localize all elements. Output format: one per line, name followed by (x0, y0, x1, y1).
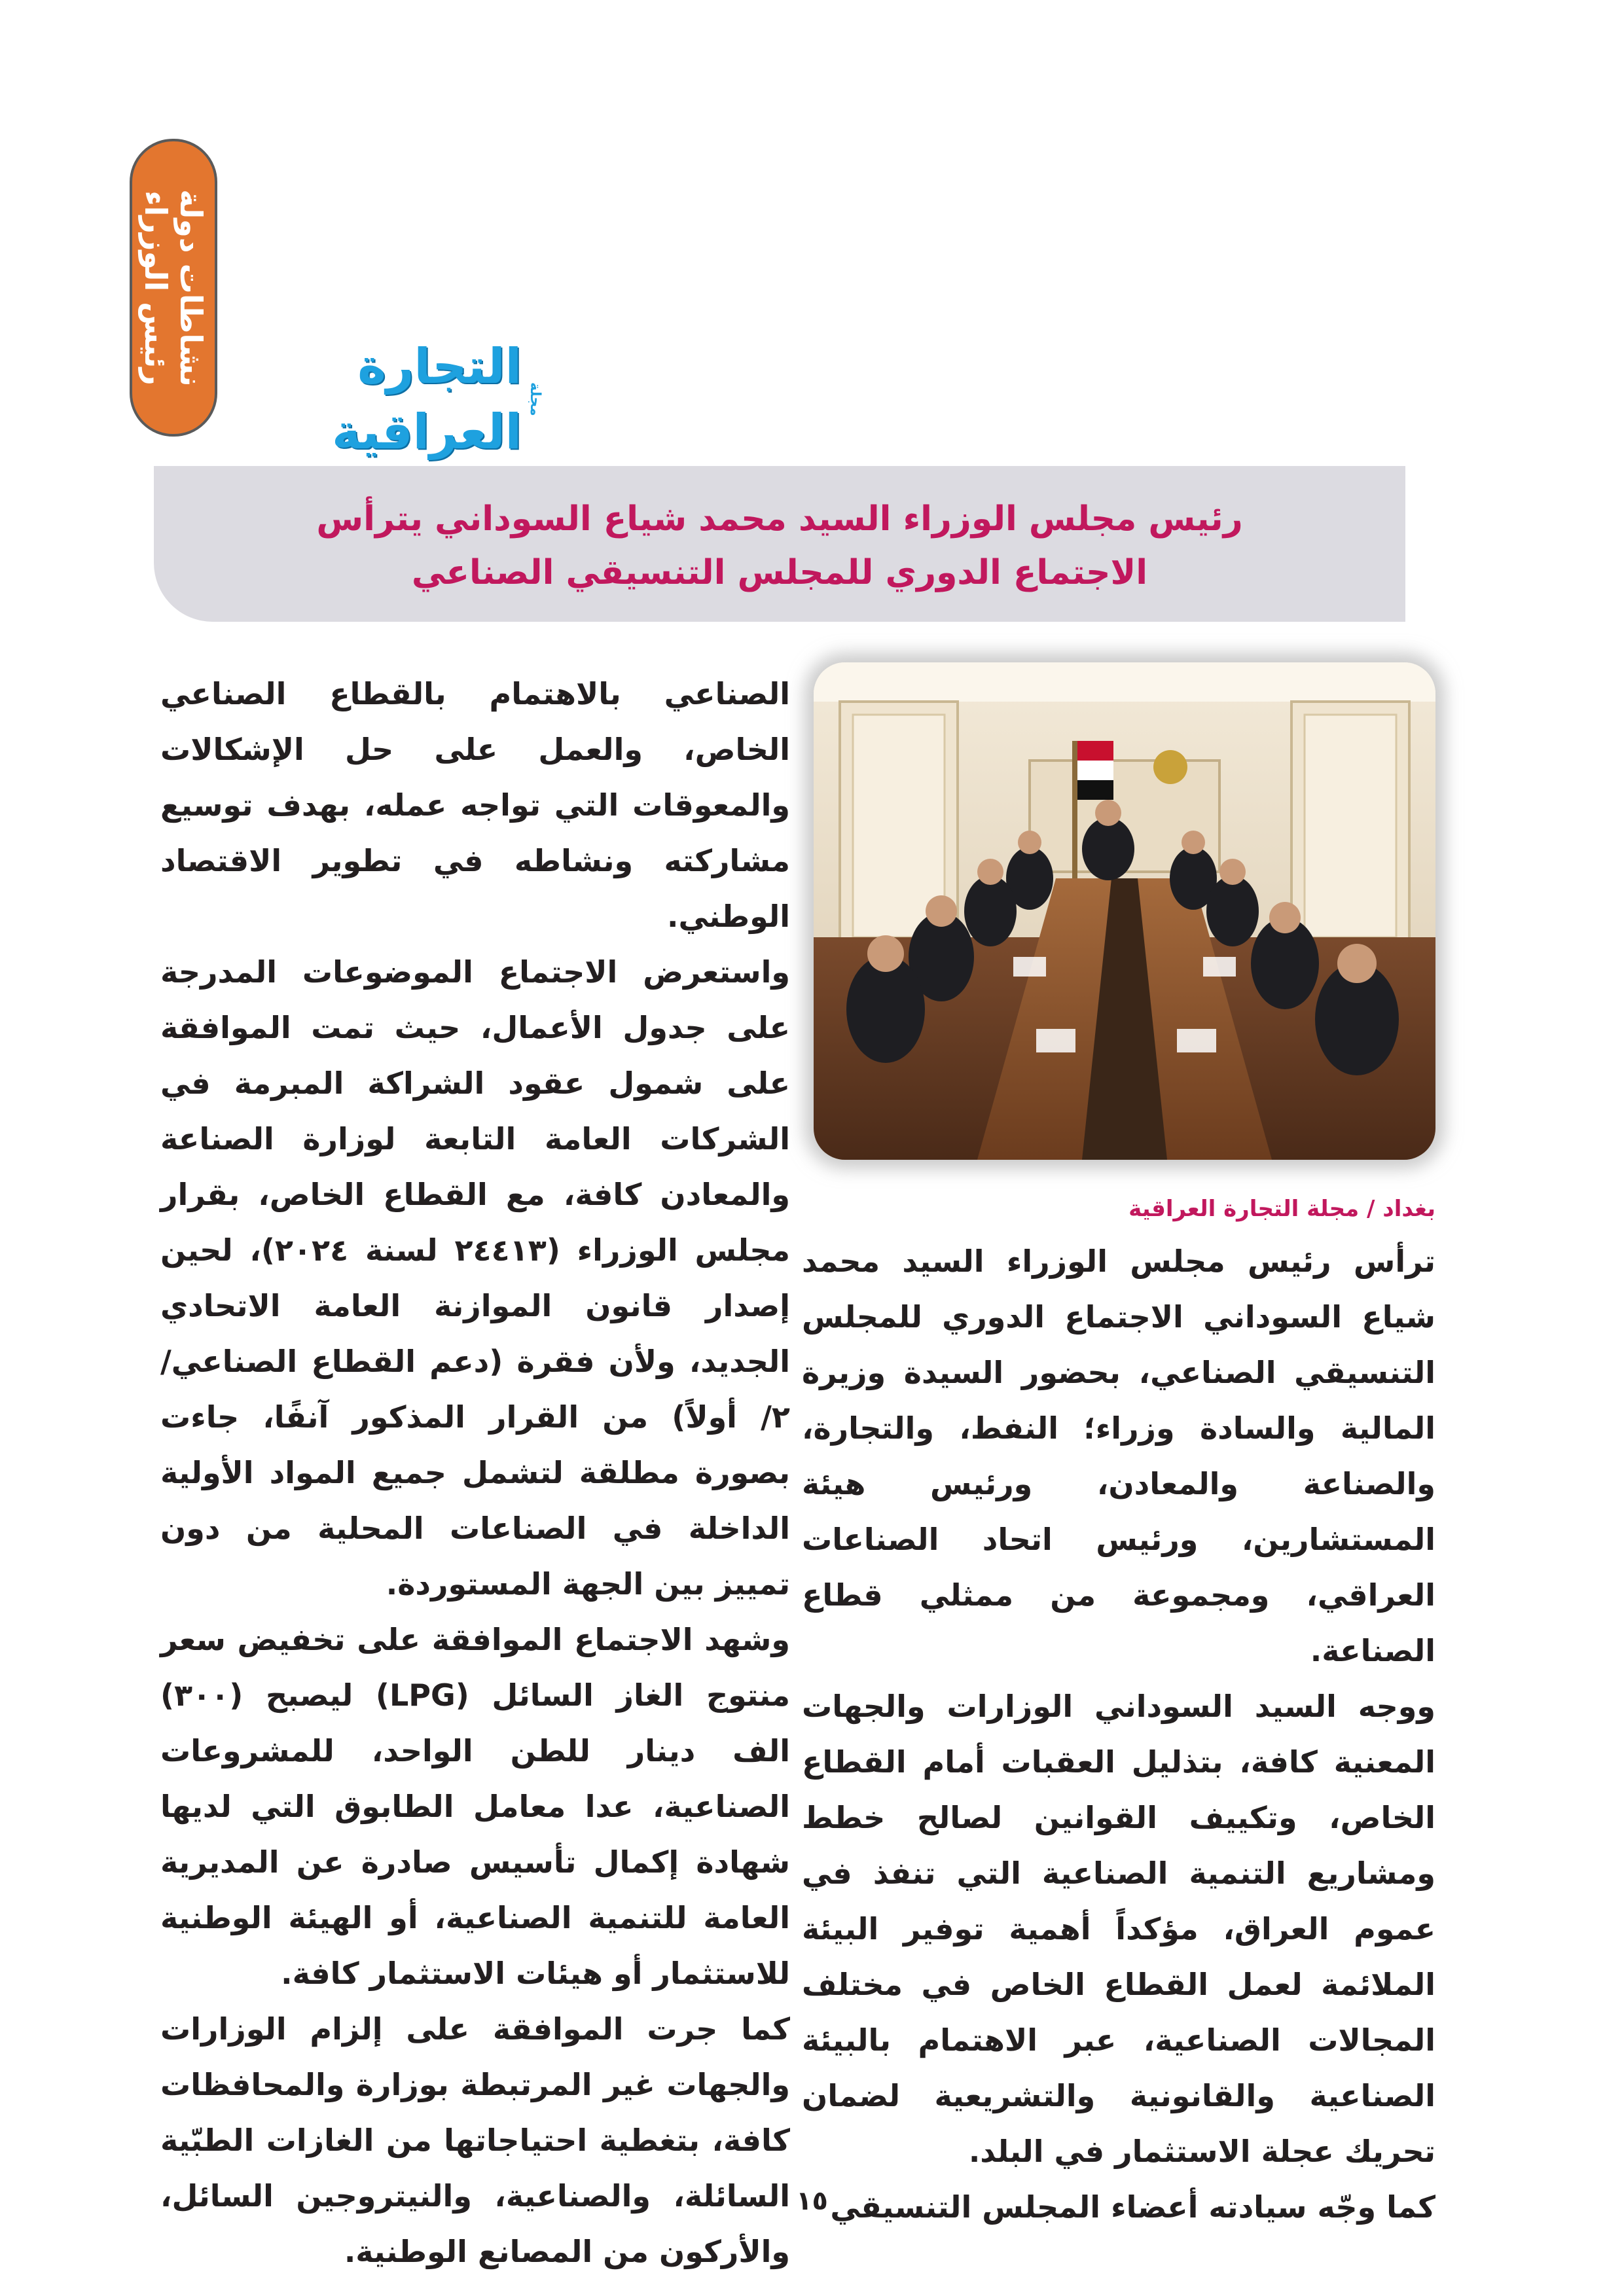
section-tab (130, 139, 217, 437)
article-paragraph: ترأس رئيس مجلس الوزراء السيد محمد شياع السوداني الاجتماع الدوري للمجلس التنسيقي الصناعي، بحضور السيدة وزيرة المالية والسادة وزراء؛ النفط، والتجارة، والصناعة والمعادن، ورئيس هيئة المستشارين، ورئيس اتحاد الصناعات العراقي، ومجموعة من ممثلي قطاع الصناعة. (802, 1244, 1435, 1668)
article-column-left (160, 666, 790, 2280)
logo-name: التجارة العراقية (332, 338, 522, 460)
article-paragraph: وشهد الاجتماع الموافقة على تخفيض سعر منتوج الغاز السائل (LPG) ليصبح (٣٠٠) الف دينار للطن الواحد، للمشروعات الصناعية، عدا معامل الطابوق التي لديها شهادة إكمال تأسيس صادرة عن المديرية العامة للتنمية الصناعية، أو الهيئة الوطنية للاستثمار أو هيئات الاستثمار كافة. (160, 1622, 790, 1991)
article-paragraph: واستعرض الاجتماع الموضوعات المدرجة على جدول الأعمال، حيث تمت الموافقة على شمول عقود الشراكة المبرمة في الشركات العامة التابعة لوزارة الصناعة والمعادن كافة، مع القطاع الخاص، بقرار مجلس الوزراء (٢٤٤١٣ لسنة ٢٠٢٤)، لحين إصدار قانون الموازنة العامة الاتحادي الجديد، ولأن فقرة (دعم القطاع الصناعي/ ٢/ أولاً) من القرار المذكور آنفًا، جاءت بصورة مطلقة لتشمل جميع المواد الأولية الداخلة في الصناعات المحلية من دون تمييز بين الجهة المستوردة. (160, 954, 790, 1602)
section-tab-label: نشاطات دولة رئيس الوزراء (138, 188, 209, 387)
article-paragraph: الصناعي بالاهتمام بالقطاع الصناعي الخاص، والعمل على حل الإشكالات والمعوقات التي تواجه عمله، بهدف توسيع مشاركته ونشاطه في تطوير الاقتصاد الوطني. (160, 676, 790, 934)
article-paragraph: ووجه السيد السوداني الوزارات والجهات المعنية كافة، بتذليل العقبات أمام القطاع الخاص، وتكييف القوانين لصالح خطط ومشاريع التنمية الصناعية التي تنفذ في عموم العراق، مؤكداً أهمية توفير البيئة الملائمة لعمل القطاع الخاص في مختلف المجالات الصناعية، عبر الاهتمام بالبيئة الصناعية والقانونية والتشريعية لضمان تحريك عجلة الاستثمار في البلد. (802, 1689, 1435, 2169)
page-number: ١٥ (796, 2186, 828, 2216)
article-column-right (802, 1234, 1435, 2235)
magazine-logo (216, 338, 543, 460)
photo-caption: بغداد / مجلة التجارة العراقية (1128, 1196, 1435, 1222)
headline-line-1: رئيس مجلس الوزراء السيد محمد شياع السوداني يترأس (316, 499, 1243, 539)
meeting-photo (814, 662, 1435, 1160)
headline-line-2: الاجتماع الدوري للمجلس التنسيقي الصناعي (411, 553, 1148, 592)
article-paragraph: كما وجّه سيادته أعضاء المجلس التنسيقي (830, 2189, 1435, 2225)
article-paragraph: كما جرت الموافقة على إلزام الوزارات والجهات غير المرتبطة بوزارة والمحافظات كافة، بتغطية احتياجاتها من الغازات الطبّية السائلة، والصناعية، والنيتروجين السائل، والأركون من المصانع الوطنية. (160, 2011, 790, 2269)
headline-banner (154, 466, 1405, 622)
logo-prefix: مجلة (527, 382, 543, 416)
